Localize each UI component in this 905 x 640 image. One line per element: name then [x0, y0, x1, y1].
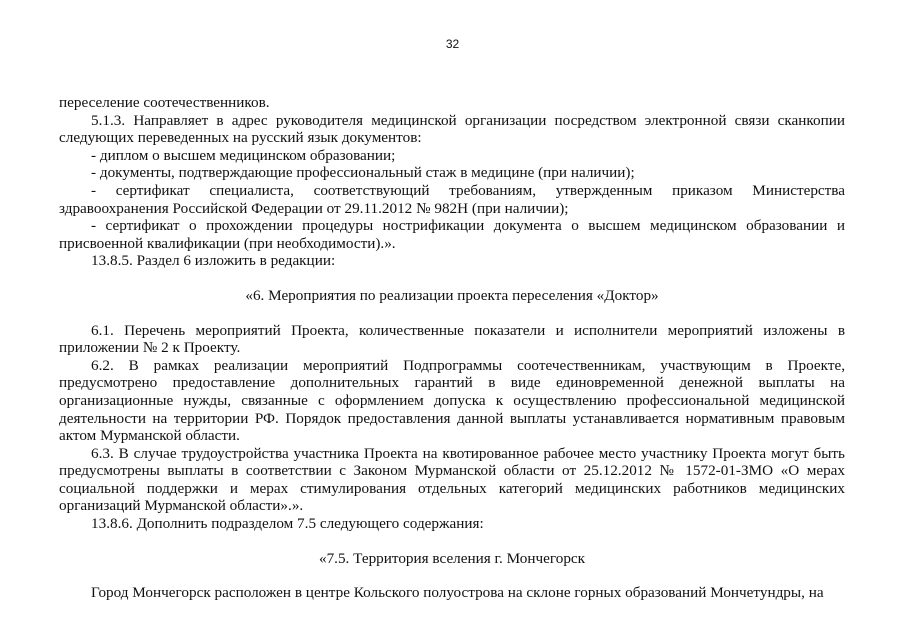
paragraph-13-8-5: 13.8.5. Раздел 6 изложить в редакции: — [91, 252, 336, 270]
document-body — [59, 94, 845, 602]
paragraph-5-1-3: 5.1.3. Направляет в адрес руководителя медицинской организации посредством электронной связи сканкопии следующих переведенных на русский язык документов: — [59, 111, 845, 147]
list-item-work-experience: - документы, подтверждающие профессиональный стаж в медицине (при наличии); — [91, 164, 635, 182]
paragraph-6-2: 6.2. В рамках реализации мероприятий Подпрограммы соотечественникам, участвующим в Проекте, предусмотрено предоставление дополнительных гарантий в виде единовременной денежной выплаты на организационные нужды, связанные с оформлением допуска к осуществлению профессиональной медицинской деятельности на территории РФ. Порядок предоставления данной выплаты устанавливается нормативным правовым актом Мурманской области. — [59, 356, 845, 445]
list-item-specialist-certificate: - сертификат специалиста, соответствующий требованиям, утвержденным приказом Министерства здравоохранения Российской Федерации от 29.11.2012 № 982Н (при наличии); — [59, 181, 845, 217]
section-heading-7-5: «7.5. Территория вселения г. Мончегорск — [318, 549, 586, 567]
page-number: 32 — [445, 37, 460, 51]
list-item-diploma: - диплом о высшем медицинском образовании; — [91, 146, 396, 164]
list-item-nostrification-certificate: - сертификат о прохождении процедуры нострификации документа о высшем медицинском образовании и присвоенной квалификации (при необходимости).». — [59, 217, 845, 252]
paragraph-6-3: 6.3. В случае трудоустройства участника Проекта на квотированное рабочее место участнику Проекта могут быть предусмотрены выплаты в соответствии с Законом Мурманской области от 25.12.2012 № 1572-01-ЗМО «О мерах социальной поддержки и мерах стимулирования отдельных категорий медицинских работников медицинских организаций Мурманской области».». — [59, 444, 845, 515]
paragraph-continuation: переселение соотечественников. — [59, 94, 270, 111]
paragraph-6-1: 6.1. Перечень мероприятий Проекта, количественные показатели и исполнители мероприятий изложены в приложении № 2 к Проекту. — [59, 321, 845, 357]
paragraph-monchegorsk: Город Мончегорск расположен в центре Кольского полуострова на склоне горных образований Мончетундры, на — [91, 584, 824, 602]
section-heading-6: «6. Мероприятия по реализации проекта переселения «Доктор» — [245, 286, 659, 304]
paragraph-13-8-6: 13.8.6. Дополнить подразделом 7.5 следующего содержания: — [91, 515, 484, 533]
